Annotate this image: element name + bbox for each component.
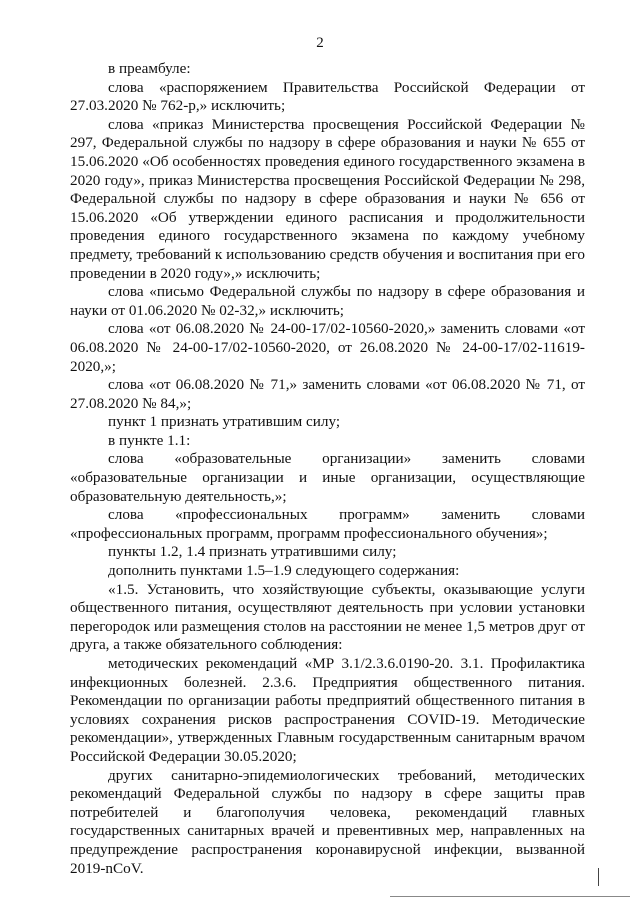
paragraph-other-requirements: других санитарно-эпидемиологических требований, методических рекомендаций Федеральной службы по надзору в сфере защиты прав потребителей и благополучия человека, рекомендаций главных государственных санитарных врачей и превентивных мер, направленных на предупреждение распространения коронавирусной инфекции, вызванной 2019-nCoV. — [70, 766, 585, 877]
document-body — [70, 60, 585, 878]
paragraph-add-points-heading: дополнить пунктами 1.5–1.9 следующего содержания: — [108, 562, 460, 580]
paragraph-replacement-10560: слова «от 06.08.2020 № 24-00-17/02-10560-2020,» заменить словами «от 06.08.2020 № 24-00-17/02-10560-2020, от 26.08.2020 № 24-00-17/02-11619-2020,»; — [70, 320, 585, 375]
paragraph-ministry-orders-exclusion: слова «приказ Министерства просвещения Российской Федерации № 297, Федеральной службы по надзору в сфере образования и науки № 655 от 15.06.2020 «Об особенностях проведения единого государственного экзамена в 2020 году», приказ Министерства просвещения Российской Федерации № 298, Федеральной службы по надзору в сфере образования и науки № 656 от 15.06.2020 «Об утверждении единого расписания и продолжительности проведения единого государственного экзамена по каждому учебному предмету, требований к использованию средств обучения и воспитания при его проведении в 2020 году»,» исключить; — [70, 115, 585, 282]
paragraph-letter-exclusion: слова «письмо Федеральной службы по надзору в сфере образования и науки от 01.06.2020 № 02-32,» исключить; — [70, 283, 585, 319]
paragraph-point-1-1-heading: в пункте 1.1: — [108, 431, 191, 449]
page-number: 2 — [316, 35, 324, 51]
paragraph-educational-orgs: слова «образовательные организации» заменить словами «образовательные организации и иные организации, осуществляющие образовательную деятельность,»; — [70, 450, 585, 505]
paragraph-methodical-recommendations: методических рекомендаций «МР 3.1/2.3.6.0190-20. 3.1. Профилактика инфекционных болезней. 2.3.6. Предприятия общественного питания. Рекомендации по организации работы предприятий общественного питания в условиях сохранения рисков распространения COVID-19. Методические рекомендации», утвержденных Главным государственным санитарным врачом Российской Федерации 30.05.2020; — [70, 655, 585, 765]
scan-bottom-line — [390, 896, 630, 897]
paragraph-replacement-71: слова «от 06.08.2020 № 71,» заменить словами «от 06.08.2020 № 71, от 27.08.2020 № 84,»; — [70, 376, 585, 412]
paragraph-order-exclusion: слова «распоряжением Правительства Российской Федерации от 27.03.2020 № 762-р,» исключить; — [70, 78, 585, 115]
paragraph-point-1-void: пункт 1 признать утратившим силу; — [108, 413, 341, 431]
scan-edge-mark — [598, 868, 599, 886]
paragraph-points-1-2-1-4-void: пункты 1.2, 1.4 признать утратившими силу; — [108, 543, 397, 561]
paragraph-preamble-heading: в преамбуле: — [108, 60, 191, 77]
paragraph-professional-programs: слова «профессиональных программ» заменить словами «профессиональных программ, программ профессионального обучения»; — [70, 506, 585, 542]
paragraph-point-1-5: «1.5. Установить, что хозяйствующие субъекты, оказывающие услуги общественного питания, осуществляют деятельность при условии установки перегородок или размещения столов на расстоянии не менее 1,5 метров друг от друга, а также обязательного соблюдения: — [70, 580, 585, 654]
